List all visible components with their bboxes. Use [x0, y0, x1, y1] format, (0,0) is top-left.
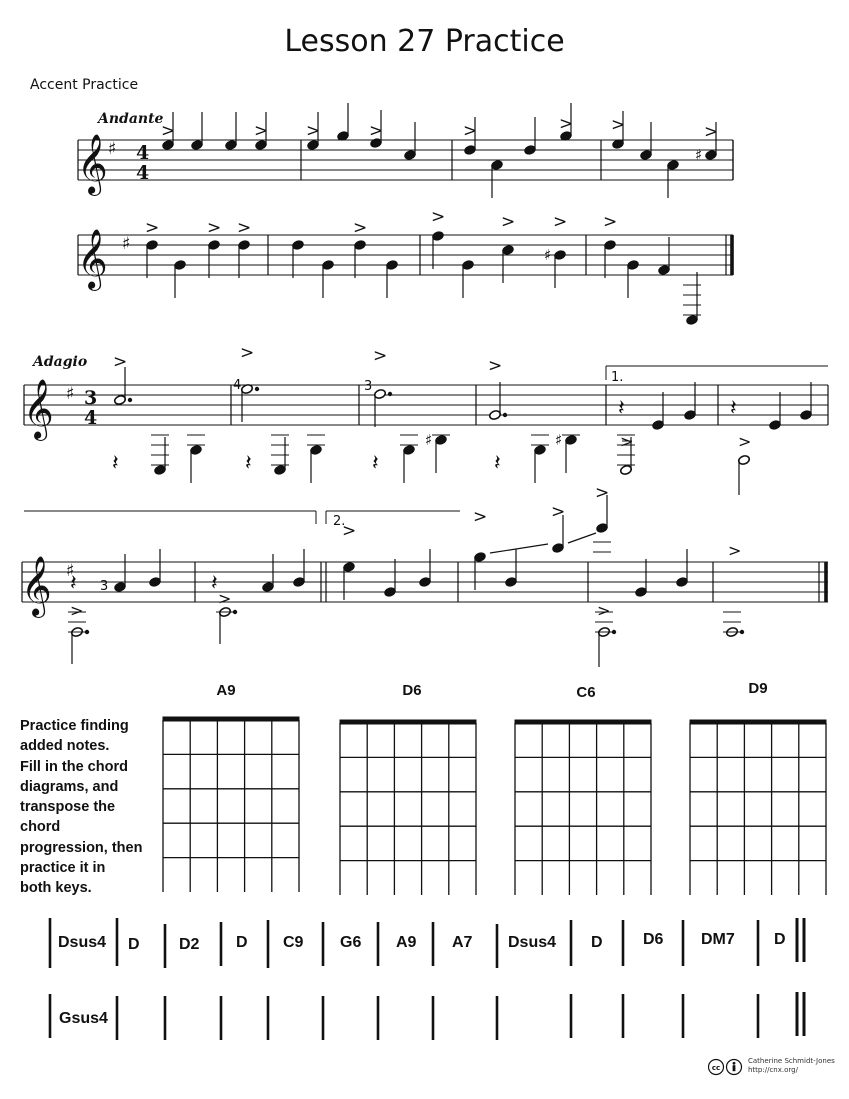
sharp-icon: ♯	[66, 561, 75, 581]
accent-mark: >	[553, 212, 568, 232]
accent-mark: >	[369, 121, 384, 141]
accent-mark: >	[342, 521, 357, 541]
accent-mark: >	[501, 212, 516, 232]
progression-chord: Gsus4	[59, 1010, 108, 1027]
svg-text:cc: cc	[711, 1064, 721, 1072]
accent-mark: >	[113, 352, 128, 372]
fingering-number: 3	[100, 579, 109, 594]
section-title: Accent Practice	[30, 77, 139, 93]
treble-clef-icon: 𝄞	[23, 379, 54, 439]
progression-chord: A9	[396, 934, 417, 951]
quarter-rest-icon: 𝄽	[494, 451, 501, 476]
sharp-icon: ♯	[695, 146, 703, 164]
progression-chord: DM7	[701, 931, 735, 948]
time-signature: 4	[136, 142, 150, 164]
accent-mark: >	[237, 218, 252, 238]
glissando-line	[568, 533, 596, 543]
chord-diagram-nut	[163, 717, 299, 721]
accent-mark: >	[145, 218, 160, 238]
time-signature: 3	[84, 387, 98, 409]
instructions-line: transpose the	[20, 799, 116, 816]
accent-mark: >	[431, 207, 446, 227]
license-credit	[708, 1056, 848, 1080]
time-signature: 4	[84, 407, 98, 429]
chord-diagram-nut	[690, 720, 826, 724]
ending-number: 1.	[611, 370, 624, 385]
accent-mark: >	[161, 121, 176, 141]
ending-number: 2.	[333, 514, 346, 529]
credit-text	[748, 1057, 835, 1075]
chord-diagram-label: C6	[576, 684, 596, 701]
accent-mark: >	[620, 432, 634, 451]
accent-mark: >	[559, 114, 574, 134]
credit-url: http://cnx.org/	[748, 1066, 798, 1074]
accent-mark: >	[207, 218, 222, 238]
treble-clef-icon: 𝄞	[77, 229, 108, 289]
instructions-line: both keys.	[20, 880, 92, 897]
instructions-line: diagrams, and	[20, 778, 119, 795]
accent-mark: >	[373, 346, 388, 366]
accent-mark: >	[353, 218, 368, 238]
accent-mark: >	[463, 121, 478, 141]
accent-mark: >	[551, 502, 566, 522]
accent-mark: >	[473, 507, 488, 527]
accent-mark: >	[597, 601, 611, 620]
progression-chord: A7	[452, 934, 473, 951]
accent-mark: >	[704, 122, 719, 142]
credit-author: Catherine Schmidt-Jones	[748, 1057, 835, 1065]
chord-diagram-label: D9	[748, 680, 768, 697]
quarter-rest-icon: 𝄽	[730, 396, 737, 421]
accent-mark: >	[488, 356, 503, 376]
instructions-line: practice it in	[20, 860, 106, 877]
progression-chord: Dsus4	[58, 934, 107, 951]
fingering-number: 3	[364, 379, 373, 394]
progression-chord: D2	[179, 936, 200, 953]
sharp-icon: ♯	[122, 234, 131, 254]
instructions-text	[20, 716, 170, 899]
progression-chord: D6	[643, 931, 664, 948]
dot	[255, 387, 258, 390]
sharp-icon: ♯	[108, 139, 117, 159]
accent-mark: >	[595, 483, 610, 503]
accent-mark: >	[254, 121, 269, 141]
glissando-line	[490, 544, 548, 553]
instructions-line: progression, then	[20, 839, 143, 856]
accent-mark: >	[738, 432, 752, 451]
accent-mark: >	[603, 212, 618, 232]
chord-diagram-nut	[515, 720, 651, 724]
quarter-rest-icon: 𝄽	[112, 451, 119, 476]
chord-diagram-nut	[340, 720, 476, 724]
quarter-rest-icon: 𝄽	[70, 571, 77, 596]
instructions-line: Practice finding	[20, 718, 129, 734]
chord-diagram-label: D6	[402, 682, 422, 699]
tempo-marking-andante: Andante	[98, 111, 164, 127]
treble-clef-icon: 𝄞	[77, 134, 108, 194]
sharp-icon: ♯	[66, 384, 75, 404]
sharp-icon: ♯	[425, 431, 433, 449]
sharp-icon: ♯	[555, 431, 563, 449]
instructions-line: chord	[20, 819, 61, 836]
dot	[128, 398, 131, 401]
progression-chord: D	[236, 934, 248, 951]
quarter-rest-icon: 𝄽	[245, 451, 252, 476]
progression-chord: D	[774, 931, 786, 948]
accent-mark: >	[240, 343, 255, 363]
time-signature: 4	[136, 162, 150, 184]
chord-diagram-label: A9	[216, 682, 236, 699]
quarter-rest-icon: 𝄽	[372, 451, 379, 476]
cc-by-icon	[708, 1058, 746, 1076]
accent-mark: >	[611, 115, 626, 135]
progression-chord: G6	[340, 934, 362, 951]
progression-chord: C9	[283, 934, 304, 951]
instructions-line: Fill in the chord	[20, 758, 128, 775]
treble-clef-icon: 𝄞	[21, 556, 52, 616]
sharp-icon: ♯	[544, 246, 552, 264]
tempo-marking-adagio: Adagio	[33, 354, 88, 370]
quarter-rest-icon: 𝄽	[618, 396, 625, 421]
accent-mark: >	[218, 589, 232, 608]
quarter-rest-icon: 𝄽	[211, 571, 218, 596]
progression-chord: Dsus4	[508, 934, 557, 951]
page-title: Lesson 27 Practice	[284, 24, 565, 59]
accent-mark: >	[70, 601, 84, 620]
dot	[388, 392, 391, 395]
progression-chord: D	[128, 936, 140, 953]
dot	[503, 413, 506, 416]
accent-mark: >	[728, 541, 742, 560]
instructions-line: added notes.	[20, 738, 110, 755]
accent-mark: >	[306, 121, 321, 141]
fingering-number: 4	[233, 378, 242, 393]
progression-chord: D	[591, 934, 603, 951]
